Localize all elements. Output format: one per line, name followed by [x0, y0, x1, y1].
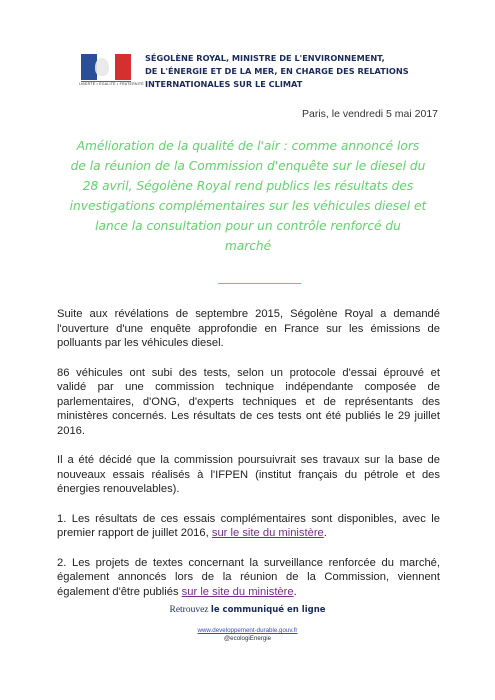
- online-release-note: Retrouvez le communiqué en ligne: [169, 605, 326, 615]
- twitter-handle: @ecologiEnergie: [223, 635, 272, 642]
- logo-motto: LIBERTÉ • ÉGALITÉ • FRATERNITÉ: [79, 82, 144, 86]
- minister-title-line: DE L'ÉNERGIE ET DE LA MER, EN CHARGE DES RELATIONS: [145, 66, 409, 76]
- title-line: marché: [224, 239, 272, 253]
- paragraph-line: 2016.: [57, 424, 85, 437]
- paragraph-line: Suite aux révélations de septembre 2015, Ségolène Royal a demandé: [57, 308, 440, 320]
- title-line: investigations complémentaires sur les véhicules diesel et: [69, 199, 427, 213]
- online-release-link[interactable]: le communiqué en ligne: [210, 605, 326, 615]
- marianne-profile-icon: [95, 58, 109, 76]
- letterhead: [79, 52, 459, 98]
- press-release-title: [36, 136, 460, 256]
- minister-title-line: INTERNATIONALES SUR LE CLIMAT: [145, 79, 303, 89]
- paragraph-3: [57, 453, 440, 497]
- minister-title-line: SÉGOLÈNE ROYAL, MINISTRE DE L'ENVIRONNEMENT,: [145, 53, 385, 63]
- title-line: Amélioration de la qualité de l'air : comme annoncé lors: [76, 139, 420, 153]
- paragraph-line: l'ouverture d'une enquête approfondie en France sur les émissions de: [57, 322, 440, 335]
- footer: [0, 605, 495, 642]
- republique-francaise-logo: [79, 54, 144, 90]
- paragraph-line: nouveaux essais réalisés à l'IFPEN (institut français du pétrole et des: [57, 468, 440, 481]
- paragraph-line: également annoncés lors de la réunion de la Commission, viennent: [57, 571, 440, 583]
- paragraph-line: ministères concernés. Les résultats de ces tests ont été publiés le 29 juillet: [57, 410, 440, 422]
- ministry-website-link[interactable]: www.developpement-durable.gouv.fr: [197, 627, 298, 634]
- title-line: de la réunion de la Commission d'enquête sur le diesel du: [70, 159, 426, 173]
- paragraph-line: parlementaires, d'ONG, d'experts techniques et de représentants des: [57, 395, 440, 408]
- paragraph-4: [57, 512, 440, 541]
- title-line: lance la consultation pour un contrôle renforcé du: [95, 219, 401, 233]
- paragraph-1: [57, 307, 440, 351]
- paragraph-line: 2. Les projets de textes concernant la surveillance renforcée du marché,: [57, 556, 440, 569]
- title-divider: [218, 283, 301, 284]
- paragraph-line: 1. Les résultats de ces essais complémentaires sont disponibles, avec le: [57, 512, 440, 525]
- press-release-date: Paris, le vendredi 5 mai 2017: [302, 108, 438, 120]
- paragraph-line: Il a été décidé que la commission poursuivrait ses travaux sur la base de: [57, 454, 440, 466]
- paragraph-line: validé par une commission technique indépendante composée de: [57, 381, 440, 393]
- paragraph-line: polluants par les véhicules diesel.: [57, 337, 224, 349]
- paragraph-5: [57, 556, 440, 600]
- press-release-body: [57, 307, 440, 614]
- minister-title: [145, 52, 465, 91]
- ministry-site-link[interactable]: sur le site du ministère: [181, 585, 294, 598]
- paragraph-2: [57, 366, 440, 439]
- title-line: 28 avril, Ségolène Royal rend publics les résultats des: [82, 179, 414, 193]
- paragraph-line: 86 véhicules ont subi des tests, selon un protocole d'essai éprouvé et: [57, 366, 440, 379]
- paragraph-line: énergies renouvelables).: [57, 483, 180, 495]
- paragraph-line: également d'être publiés sur le site du ministère.: [57, 585, 297, 598]
- paragraph-line: premier rapport de juillet 2016, sur le site du ministère.: [57, 527, 327, 539]
- ministry-site-link[interactable]: sur le site du ministère: [211, 527, 324, 539]
- tricolor-flag-icon: [81, 54, 131, 80]
